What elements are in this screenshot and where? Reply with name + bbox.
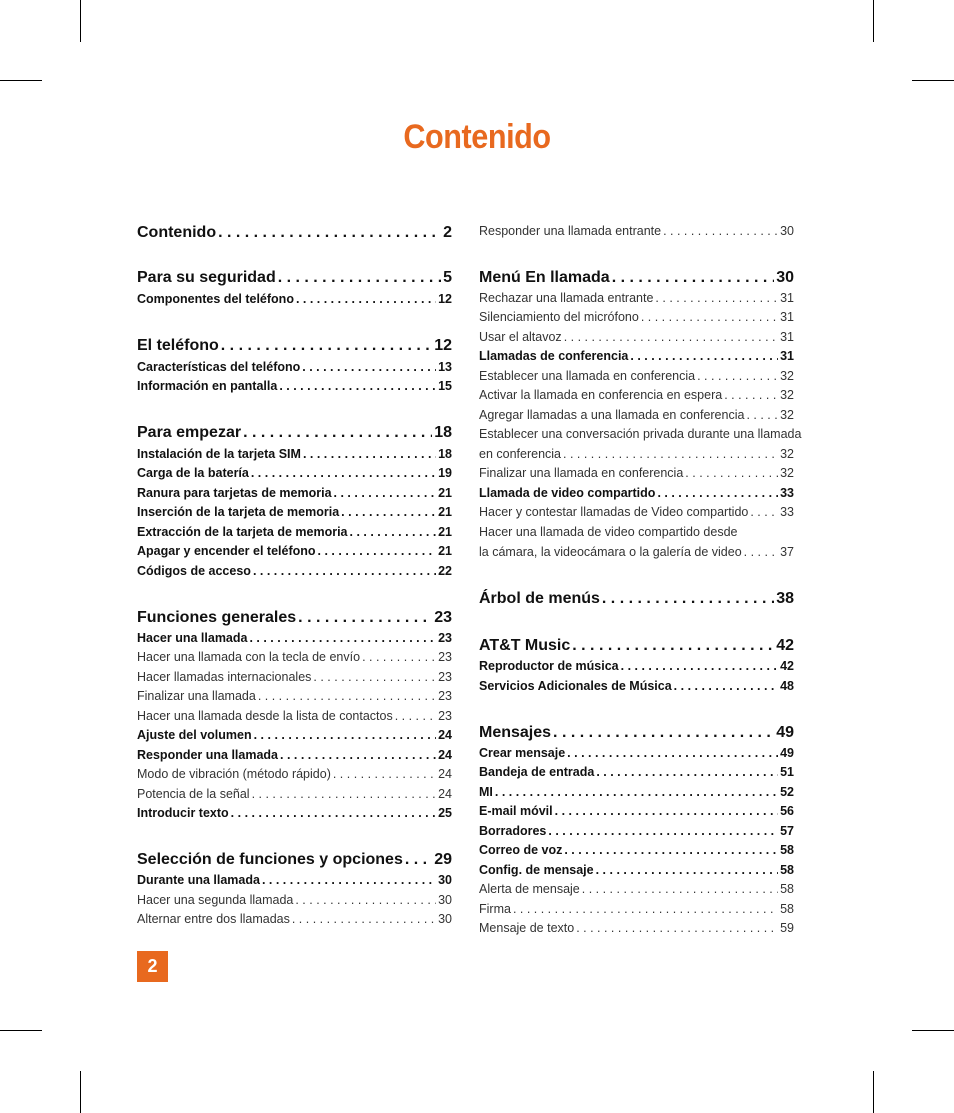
toc-dot-leader [564, 330, 778, 344]
toc-entry-title: Hacer una segunda llamada [137, 893, 294, 907]
toc-page-number: 24 [438, 787, 452, 801]
toc-entry[interactable] [479, 349, 794, 365]
toc-entry-title: Ranura para tarjetas de memoria [137, 486, 332, 500]
crop-mark [912, 1030, 954, 1031]
toc-dot-leader [612, 269, 775, 287]
toc-dot-leader [362, 650, 436, 664]
crop-mark [0, 80, 42, 81]
toc-page-number: 30 [780, 224, 794, 238]
toc-page-number: 58 [780, 882, 794, 896]
toc-dot-leader [555, 804, 778, 818]
toc-entry-title: Árbol de menús [479, 590, 600, 607]
toc-dot-leader [334, 486, 437, 500]
toc-dot-leader [576, 921, 778, 935]
toc-entry[interactable] [137, 564, 452, 580]
toc-page-number: 30 [438, 912, 452, 926]
toc-page-number: 58 [780, 863, 794, 877]
toc-entry[interactable] [137, 689, 452, 705]
crop-mark [80, 1071, 81, 1113]
toc-page-number: 33 [780, 505, 794, 519]
toc-entry-title: Establecer una conversación privada durante una llamada [479, 427, 802, 441]
toc-entry[interactable] [479, 679, 794, 695]
toc-page-number: 31 [780, 349, 794, 363]
toc-entry-title: Durante una llamada [137, 873, 260, 887]
toc-page-number: 42 [780, 659, 794, 673]
toc-section-entry[interactable] [137, 337, 452, 357]
toc-page-number: 21 [438, 525, 452, 539]
toc-dot-leader [567, 746, 778, 760]
toc-entry[interactable] [479, 369, 794, 385]
toc-entry[interactable] [137, 728, 452, 744]
toc-entry[interactable] [137, 292, 452, 308]
toc-entry[interactable] [479, 785, 794, 801]
toc-entry[interactable] [137, 767, 452, 783]
toc-page-number: 32 [780, 388, 794, 402]
toc-entry[interactable] [479, 863, 794, 879]
toc-entry[interactable] [137, 544, 452, 560]
toc-dot-leader [697, 369, 778, 383]
toc-entry-title: Hacer una llamada desde la lista de contactos [137, 709, 393, 723]
toc-page-number: 12 [438, 292, 452, 306]
toc-dot-leader [341, 505, 436, 519]
toc-entry-title: Alternar entre dos llamadas [137, 912, 290, 926]
toc-entry-title: MI [479, 785, 493, 799]
toc-dot-leader [641, 310, 778, 324]
toc-entry-title: Reproductor de música [479, 659, 619, 673]
toc-page-number: 5 [443, 269, 452, 286]
toc-dot-leader [243, 424, 432, 442]
toc-section-entry[interactable] [479, 590, 794, 610]
toc-entry-title: Responder una llamada entrante [479, 224, 662, 238]
toc-page-number: 59 [780, 921, 794, 935]
toc-page-number: 56 [780, 804, 794, 818]
toc-entry[interactable] [479, 659, 794, 675]
toc-page-number: 37 [780, 545, 794, 559]
toc-section-entry[interactable] [137, 851, 452, 871]
toc-entry-title: Hacer llamadas internacionales [137, 670, 312, 684]
toc-entry[interactable] [479, 291, 794, 307]
toc-page-number: 2 [443, 224, 452, 241]
toc-dot-leader [254, 728, 436, 742]
toc-page-number: 18 [434, 424, 452, 441]
toc-entry-title: El teléfono [137, 337, 219, 354]
toc-page-number: 49 [780, 746, 794, 760]
toc-dot-leader [596, 765, 778, 779]
toc-entry-title: Ajuste del volumen [137, 728, 252, 742]
toc-entry[interactable] [137, 447, 452, 463]
toc-entry-title: Selección de funciones y opciones [137, 851, 403, 868]
toc-dot-leader [350, 525, 437, 539]
crop-mark [873, 1071, 874, 1113]
toc-entry-title: en conferencia [479, 447, 562, 461]
toc-entry-title: Introducir texto [137, 806, 229, 820]
toc-entry-title: Hacer una llamada de video compartido desde [479, 525, 738, 539]
toc-entry[interactable] [479, 804, 794, 820]
toc-dot-leader [253, 564, 436, 578]
crop-mark [80, 0, 81, 42]
toc-entry-title: la cámara, la videocámara o la galería de video [479, 545, 742, 559]
toc-page-number: 23 [438, 670, 452, 684]
toc-dot-leader [663, 224, 778, 238]
toc-entry[interactable] [137, 873, 452, 889]
toc-dot-leader [303, 447, 436, 461]
toc-entry-title: Alerta de mensaje [479, 882, 580, 896]
toc-dot-leader [279, 379, 436, 393]
toc-entry-title: Config. de mensaje [479, 863, 594, 877]
toc-dot-leader [572, 637, 774, 655]
toc-dot-leader [621, 659, 778, 673]
toc-entry[interactable] [479, 882, 794, 898]
toc-dot-leader [302, 360, 436, 374]
toc-entry-title: Para empezar [137, 424, 242, 441]
toc-entry[interactable] [479, 408, 794, 424]
toc-entry-title: Funciones generales [137, 609, 297, 626]
toc-dot-leader [655, 291, 778, 305]
toc-page-number: 21 [438, 505, 452, 519]
toc-page-number: 49 [776, 724, 794, 741]
toc-page-number: 23 [438, 650, 452, 664]
toc-page-number: 12 [434, 337, 452, 354]
toc-page-number: 21 [438, 544, 452, 558]
toc-page-number: 52 [780, 785, 794, 799]
toc-entry-title: E-mail móvil [479, 804, 553, 818]
toc-entry-title: Componentes del teléfono [137, 292, 294, 306]
toc-dot-leader [630, 349, 778, 363]
toc-dot-leader [262, 873, 436, 887]
toc-entry[interactable] [137, 486, 452, 502]
toc-dot-leader [231, 806, 436, 820]
toc-entry[interactable] [137, 912, 452, 928]
toc-entry-title: Llamada de video compartido [479, 486, 656, 500]
toc-page-number: 18 [438, 447, 452, 461]
toc-entry-title: Potencia de la señal [137, 787, 250, 801]
toc-entry[interactable] [479, 843, 794, 859]
toc-entry-title: Mensajes [479, 724, 552, 741]
toc-entry-title: Para su seguridad [137, 269, 276, 286]
toc-entry[interactable] [479, 427, 802, 443]
toc-page-number: 42 [776, 637, 794, 654]
toc-dot-leader [564, 843, 778, 857]
toc-section-entry[interactable] [137, 269, 452, 289]
toc-page-number: 30 [438, 893, 452, 907]
toc-dot-leader [548, 824, 778, 838]
toc-entry-title: Bandeja de entrada [479, 765, 595, 779]
toc-entry[interactable] [479, 746, 794, 762]
toc-dot-leader [221, 337, 432, 355]
toc-entry[interactable] [137, 787, 452, 803]
toc-section-entry[interactable] [137, 609, 452, 629]
toc-entry-title: Extracción de la tarjeta de memoria [137, 525, 348, 539]
toc-page-number: 32 [780, 447, 794, 461]
toc-dot-leader [746, 408, 778, 422]
toc-entry-title: Responder una llamada [137, 748, 279, 762]
toc-entry-title: Contenido [137, 224, 217, 241]
toc-entry-title: Firma [479, 902, 511, 916]
toc-page-number: 32 [780, 408, 794, 422]
toc-page-number: 23 [438, 631, 452, 645]
toc-page-number: 23 [438, 709, 452, 723]
toc-entry-title: Silenciamiento del micrófono [479, 310, 639, 324]
toc-page-number: 24 [438, 728, 452, 742]
toc-entry-title: Características del teléfono [137, 360, 301, 374]
toc-page-number: 19 [438, 466, 452, 480]
toc-entry[interactable] [479, 486, 794, 502]
toc-page-number: 24 [438, 767, 452, 781]
toc-dot-leader [657, 486, 778, 500]
crop-mark [0, 1030, 42, 1031]
page-number-badge: 2 [137, 951, 168, 982]
toc-page-number: 32 [780, 466, 794, 480]
toc-entry[interactable] [137, 806, 452, 822]
toc-entry[interactable] [137, 709, 452, 725]
toc-entry-title: Borradores [479, 824, 547, 838]
crop-mark [912, 80, 954, 81]
toc-entry-title: Establecer una llamada en conferencia [479, 369, 696, 383]
toc-dot-leader [495, 785, 778, 799]
toc-dot-leader [405, 851, 432, 869]
toc-page-number: 58 [780, 902, 794, 916]
toc-page-number: 38 [776, 590, 794, 607]
toc-page-number: 31 [780, 310, 794, 324]
toc-entry-title: Carga de la batería [137, 466, 249, 480]
toc-dot-leader [298, 609, 432, 627]
toc-entry-title: Correo de voz [479, 843, 563, 857]
toc-page-number: 29 [434, 851, 452, 868]
toc-entry-title: Instalación de la tarjeta SIM [137, 447, 301, 461]
toc-entry-title: Hacer y contestar llamadas de Video compartido [479, 505, 749, 519]
toc-page-number: 51 [780, 765, 794, 779]
toc-entry-title: Servicios Adicionales de Música [479, 679, 672, 693]
toc-entry-title: Llamadas de conferencia [479, 349, 629, 363]
toc-entry[interactable] [137, 379, 452, 395]
toc-entry[interactable] [479, 447, 794, 463]
toc-entry[interactable] [479, 525, 794, 541]
toc-entry[interactable] [479, 330, 794, 346]
toc-section-entry[interactable] [479, 637, 794, 657]
toc-entry[interactable] [479, 310, 794, 326]
toc-entry[interactable] [479, 466, 794, 482]
toc-entry[interactable] [479, 224, 794, 240]
toc-entry[interactable] [137, 748, 452, 764]
toc-page-number: 30 [438, 873, 452, 887]
toc-entry[interactable] [137, 466, 452, 482]
toc-section-entry[interactable] [137, 224, 452, 244]
toc-entry-title: Información en pantalla [137, 379, 278, 393]
toc-entry-title: Usar el altavoz [479, 330, 562, 344]
toc-page-number: 33 [780, 486, 794, 500]
toc-page-number: 31 [780, 330, 794, 344]
toc-dot-leader [295, 893, 436, 907]
toc-page-number: 31 [780, 291, 794, 305]
toc-dot-leader [280, 748, 436, 762]
toc-entry[interactable] [137, 505, 452, 521]
toc-dot-leader [333, 767, 436, 781]
toc-entry[interactable] [479, 824, 794, 840]
toc-entry-title: Finalizar una llamada en conferencia [479, 466, 684, 480]
toc-dot-leader [750, 505, 778, 519]
page-title: Contenido [403, 118, 551, 156]
toc-dot-leader [553, 724, 774, 742]
toc-dot-leader [395, 709, 436, 723]
toc-dot-leader [724, 388, 778, 402]
toc-dot-leader [602, 590, 774, 608]
toc-entry-title: Crear mensaje [479, 746, 566, 760]
toc-dot-leader [674, 679, 778, 693]
toc-dot-leader [292, 912, 436, 926]
toc-entry-title: Menú En llamada [479, 269, 610, 286]
toc-entry[interactable] [137, 525, 452, 541]
toc-entry-title: Hacer una llamada [137, 631, 248, 645]
toc-dot-leader [278, 269, 441, 287]
toc-entry[interactable] [137, 650, 452, 666]
toc-page-number: 23 [434, 609, 452, 626]
toc-entry[interactable] [479, 765, 794, 781]
toc-entry-title: Apagar y encender el teléfono [137, 544, 316, 558]
toc-entry-title: Mensaje de texto [479, 921, 575, 935]
toc-entry[interactable] [137, 360, 452, 376]
toc-dot-leader [596, 863, 778, 877]
toc-entry-title: Activar la llamada en conferencia en espera [479, 388, 723, 402]
toc-dot-leader [249, 631, 436, 645]
toc-dot-leader [318, 544, 437, 558]
toc-entry[interactable] [479, 505, 794, 521]
toc-entry-title: Códigos de acceso [137, 564, 251, 578]
toc-dot-leader [513, 902, 778, 916]
toc-entry-title: Agregar llamadas a una llamada en conferencia [479, 408, 745, 422]
toc-section-entry[interactable] [479, 269, 794, 289]
toc-entry[interactable] [479, 388, 794, 404]
toc-dot-leader [685, 466, 778, 480]
toc-dot-leader [582, 882, 778, 896]
toc-dot-leader [251, 466, 436, 480]
toc-page-number: 22 [438, 564, 452, 578]
toc-page-number: 48 [780, 679, 794, 693]
toc-page-number: 13 [438, 360, 452, 374]
toc-entry[interactable] [479, 902, 794, 918]
toc-entry-title: AT&T Music [479, 637, 571, 654]
toc-entry[interactable] [479, 545, 794, 561]
toc-entry[interactable] [137, 670, 452, 686]
toc-entry[interactable] [479, 921, 794, 937]
toc-page-number: 25 [438, 806, 452, 820]
toc-entry-title: Finalizar una llamada [137, 689, 256, 703]
toc-page-number: 15 [438, 379, 452, 393]
toc-entry-title: Hacer una llamada con la tecla de envío [137, 650, 361, 664]
toc-dot-leader [252, 787, 437, 801]
toc-dot-leader [296, 292, 436, 306]
toc-entry-title: Rechazar una llamada entrante [479, 291, 654, 305]
toc-entry[interactable] [137, 893, 452, 909]
toc-page-number: 57 [780, 824, 794, 838]
toc-dot-leader [313, 670, 436, 684]
toc-page-number: 24 [438, 748, 452, 762]
toc-entry[interactable] [137, 631, 452, 647]
toc-entry-title: Modo de vibración (método rápido) [137, 767, 331, 781]
toc-page-number: 32 [780, 369, 794, 383]
toc-dot-leader [258, 689, 436, 703]
toc-page-number: 21 [438, 486, 452, 500]
crop-mark [873, 0, 874, 42]
toc-entry-title: Inserción de la tarjeta de memoria [137, 505, 340, 519]
toc-dot-leader [563, 447, 778, 461]
toc-page-number: 23 [438, 689, 452, 703]
toc-dot-leader [744, 545, 778, 559]
toc-page-number: 30 [776, 269, 794, 286]
toc-section-entry[interactable] [137, 424, 452, 444]
toc-page-number: 58 [780, 843, 794, 857]
toc-dot-leader [218, 224, 441, 242]
toc-section-entry[interactable] [479, 724, 794, 744]
